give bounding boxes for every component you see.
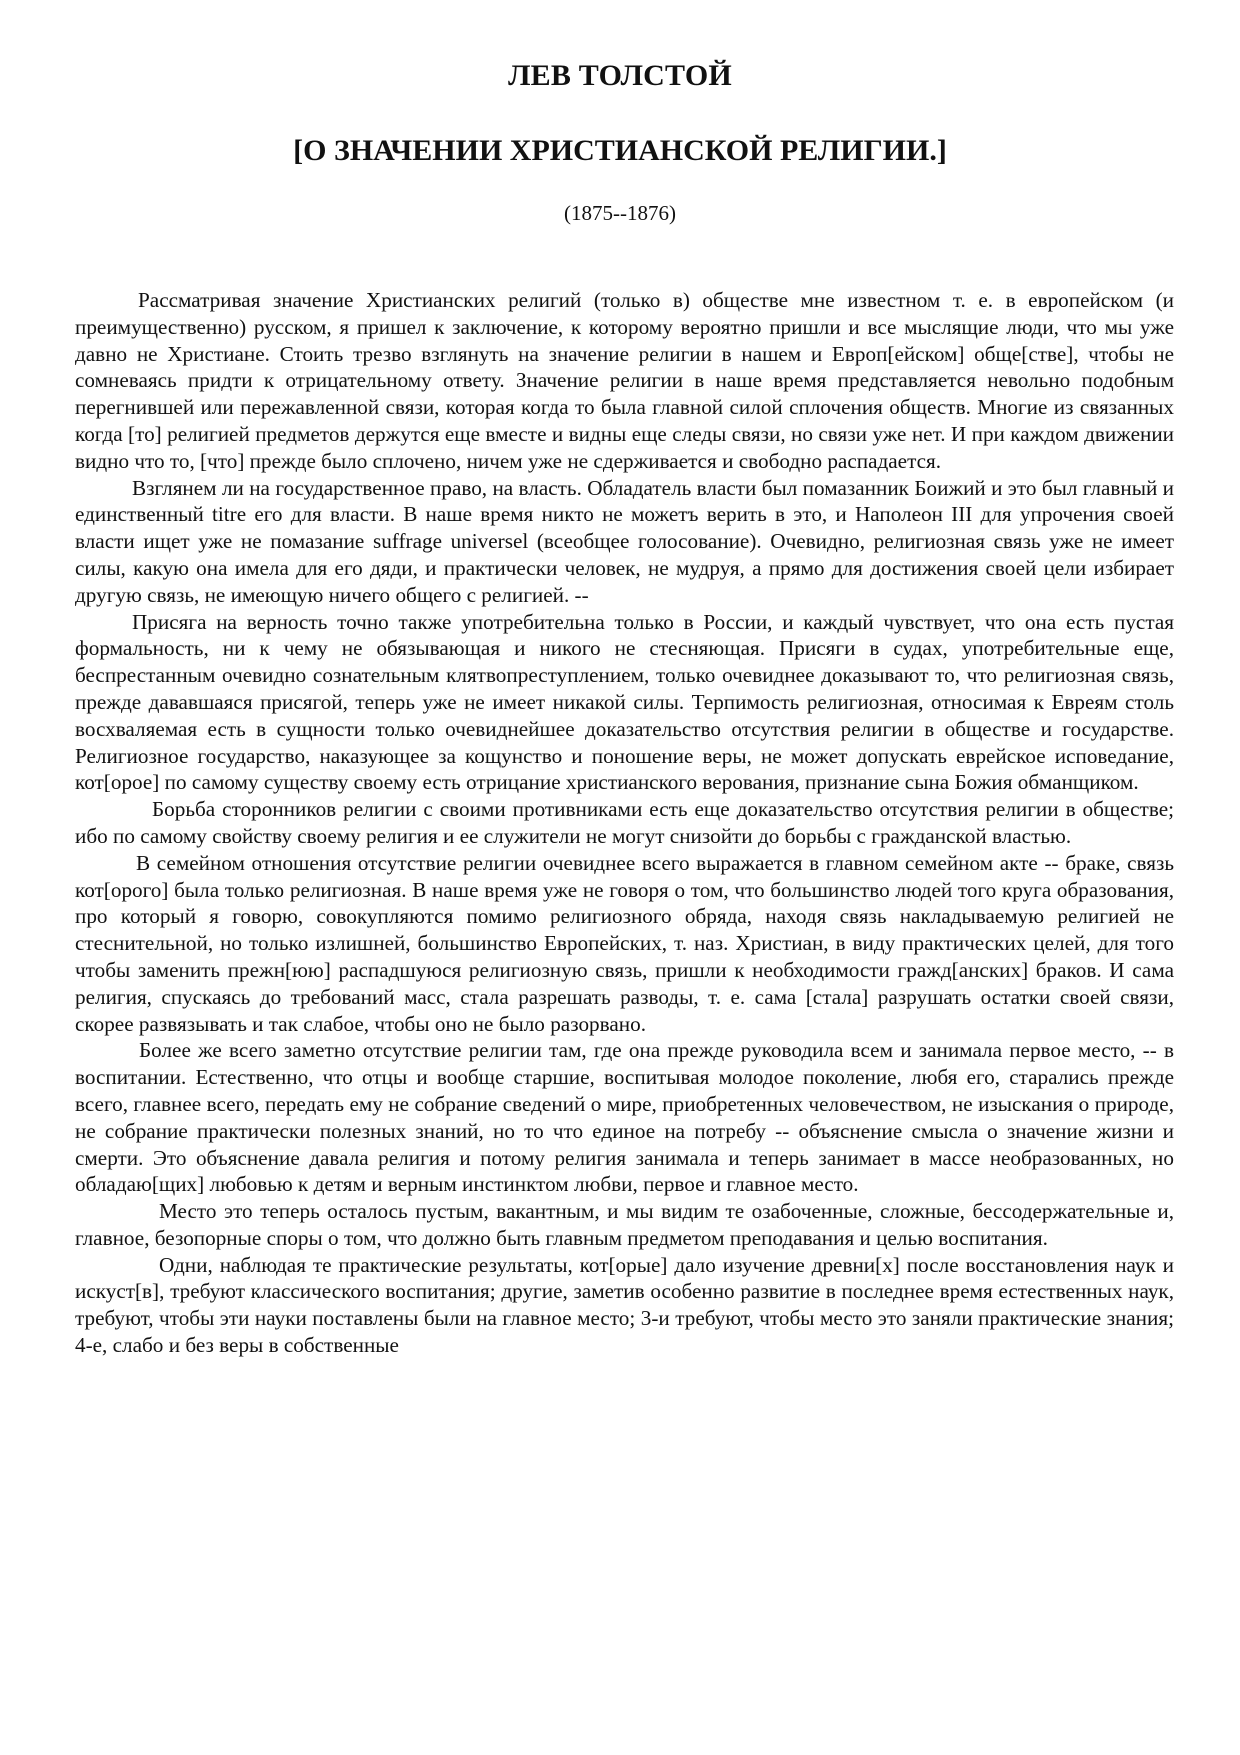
document-title: [О ЗНАЧЕНИИ ХРИСТИАНСКОЙ РЕЛИГИИ.]: [293, 134, 947, 167]
paragraph: Присяга на верность точно также употребительна только в России, и каждый чувствует, что она есть пустая формальность, ни к чему не обязывающая и никого не стесняющая. Присяги в судах, употребительные еще, беспрестанным очевидно сознательным клятвопреступлением, только очевиднее доказывают то, что религиозная связь, прежде дававшаяся присягой, теперь уже не имеет никакой силы. Терпимость религиозная, относимая к Евреям столь восхваляемая есть в сущности только очевиднейшее доказательство отсутствия религии в обществе и государстве. Религиозное государство, наказующее за кощунство и поношение веры, не может допускать еврейское исповедание, кот[орое] по самому существу своему есть отрицание христианского верования, признание сына Божия обманщиком.: [75, 609, 1174, 795]
author-heading: ЛЕВ ТОЛСТОЙ: [508, 59, 732, 92]
document-years: (1875--1876): [564, 201, 676, 225]
paragraph: Борьба сторонников религии с своими противниками есть еще доказательство отсутствия религии в обществе; ибо по самому свойству своему религия и ее служители не могут снизойти до борьбы с гражданской властью.: [75, 797, 1174, 848]
paragraph: Более же всего заметно отсутствие религии там, где она прежде руководила всем и занимала первое место, -- в воспитании. Естественно, что отцы и вообще старшие, воспитывая молодое поколение, любя его, старались прежде всего, главнее всего, передать ему не собрание сведений о мире, приобретенных человечеством, не изыскания о природе, не собрание практически полезных знаний, но то что единое на потребу -- объяснение смысла о значение жизни и смерти. Это объяснение давала религия и потому религия занимала и теперь занимает в массе необразованных, но обладаю[щих] любовью к детям и верным инстинктом любви, первое и главное место.: [75, 1038, 1174, 1197]
paragraph: В семейном отношения отсутствие религии очевиднее всего выражается в главном семейном акте -- браке, связь кот[орого] была только религиозная. В наше время уже не говоря о том, что большинство людей того круга образования, про который я говорю, совокупляются помимо религиозного обряда, находя связь накладываемую религией не стеснительной, но только излишней, большинство Европейских, т. наз. Христиан, в виду практических целей, для того чтобы заменить прежн[юю] распадшуюся религиозную связь, пришли к необходимости гражд[анских] браков. И сама религия, спускаясь до требований масс, стала разрешать разводы, т. е. сама [стала] разрушать остатки своей связи, скорее развязывать и так слабое, чтобы оно не было разорвано.: [75, 850, 1174, 1036]
paragraph: Одни, наблюдая те практические результаты, кот[орые] дало изучение древни[х] после восстановления наук и искуст[в], требуют классического воспитания; другие, заметив особенно развитие в последнее время естественных наук, требуют, чтобы эти науки поставлены были на главное место; 3-и требуют, чтобы место это заняли практические знания; 4-е, слабо и без веры в собственные: [75, 1252, 1174, 1358]
document-body: [75, 287, 1174, 1359]
paragraph: Рассматривая значение Христианских религий (только в) обществе мне известном т. е. в европейском (и преимущественно) русском, я пришел к заключение, к которому вероятно пришли и все мыслящие люди, что мы уже давно не Христиане. Стоить трезво взглянуть на значение религии в нашем и Европ[ейском] обще[стве], чтобы не сомневаясь придти к отрицательному ответу. Значение религии в наше время представляется невольно подобным перегнившей или пережавленной связи, которая когда то была главной силой сплочения обществ. Многие из связанных когда [то] религией предметов держутся еще вместе и видны еще следы связи, но связи уже нет. И при каждом движении видно что то, [что] прежде было сплочено, ничем уже не сдерживается и свободно распадается.: [75, 288, 1174, 473]
paragraph: Взглянем ли на государственное право, на власть. Обладатель власти был помазанник Боижий и это был главный и единственный titre его для власти. В наше время никто не можетъ верить в это, и Наполеон III для упрочения своей власти ищет уже не помазание suffrage universel (всеобщее голосование). Очевидно, религиозная связь уже не имеет силы, какую она имела для его дяди, и практически человек, не мудруя, а прямо для достижения своей цели избирает другую связь, не имеющую ничего общего с религией. --: [75, 475, 1174, 607]
paragraph: Место это теперь осталось пустым, вакантным, и мы видим те озабоченные, сложные, бессодержательные и, главное, безопорные споры о том, что должно быть главным предметом преподавания и целью воспитания.: [75, 1199, 1174, 1250]
